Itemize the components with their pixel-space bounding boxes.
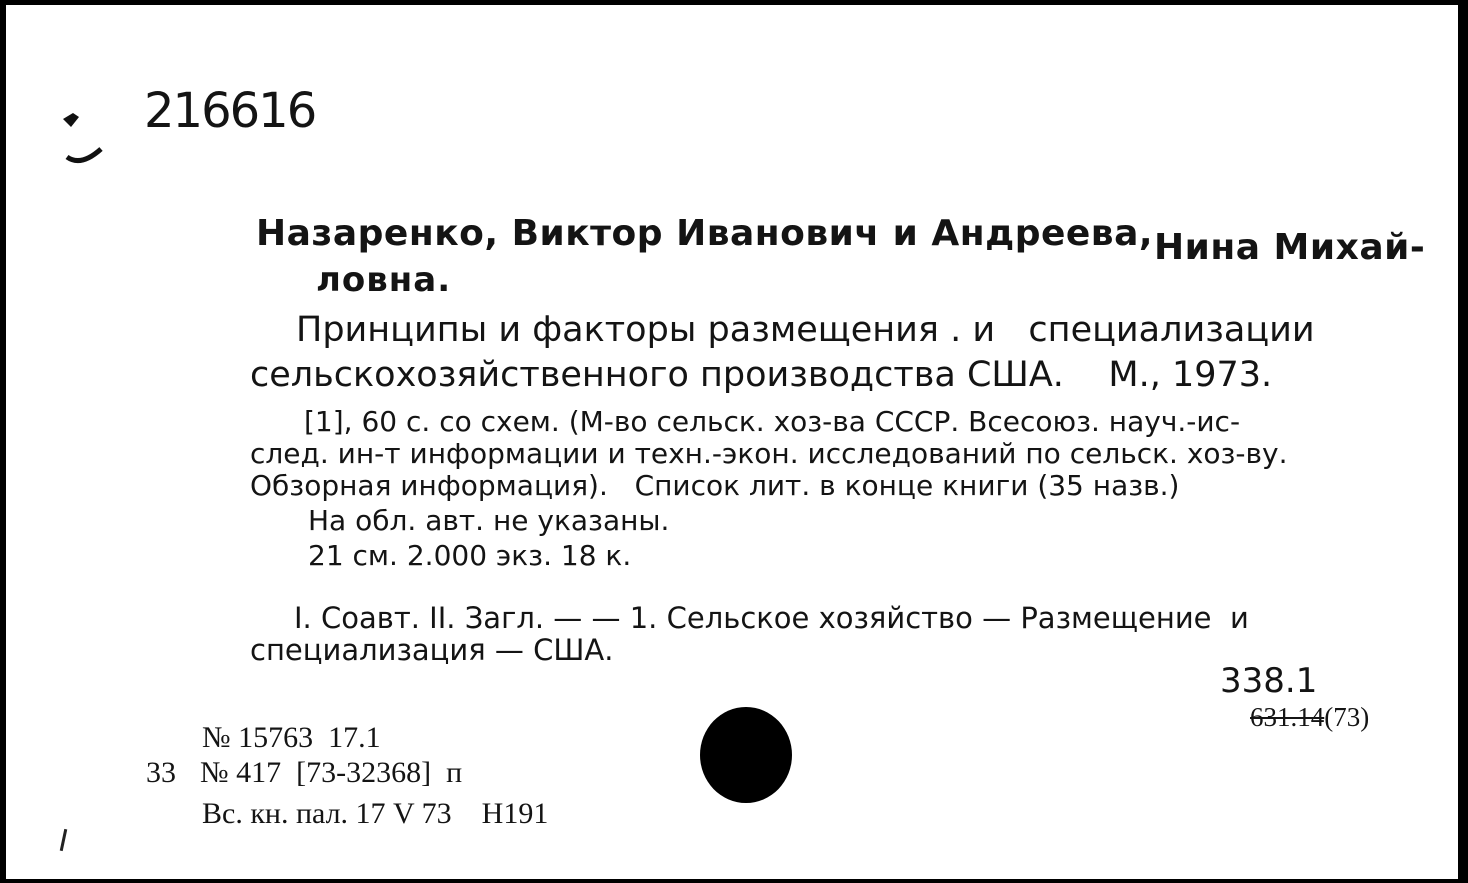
description-line-5: 21 см. 2.000 экз. 18 к.: [308, 539, 632, 572]
author-line-1-tail: Нина Михай-: [1154, 227, 1426, 268]
record-line-2-prefix: 33: [146, 756, 176, 789]
struck-classification: 631.14: [1250, 702, 1325, 732]
classification-number: [1250, 702, 1369, 733]
author-line-1: Назаренко, Виктор Иванович и Андреева,: [256, 213, 1154, 254]
punch-hole-icon: [700, 707, 792, 803]
handwritten-classification: 338.1: [1220, 661, 1318, 701]
description-line-4: На обл. авт. не указаны.: [308, 504, 670, 537]
title-line-2: сельскохозяйственного производства США. М., 1973.: [250, 355, 1273, 395]
description-line-3: Обзорная информация). Список лит. в конце книги (35 назв.): [250, 469, 1180, 502]
description-line-1: [1], 60 с. со схем. (М-во сельск. хоз-ва СССР. Всесоюз. науч.-ис-: [304, 405, 1241, 438]
tracings-line-1: I. Соавт. II. Загл. — — 1. Сельское хозяйство — Размещение и: [294, 601, 1249, 635]
record-line-3: Вс. кн. пал. 17 V 73 Н191: [202, 797, 549, 830]
author-line-2: ловна.: [316, 260, 452, 300]
handwritten-accession-number: 216616: [144, 83, 316, 139]
title-line-1: Принципы и факторы размещения . и специализации: [296, 310, 1315, 350]
description-line-2: след. ин-т информации и техн.-экон. исследований по сельск. хоз-ву.: [250, 437, 1288, 470]
record-line-1: № 15763 17.1: [202, 721, 381, 754]
classification-suffix: (73): [1324, 702, 1370, 732]
record-line-2: № 417 [73-32368] п: [200, 756, 463, 789]
pen-stroke-mark: [60, 829, 68, 851]
tracings-line-2: специализация — США.: [250, 633, 614, 667]
catalog-card: [6, 5, 1458, 879]
ink-mark-icon: [51, 97, 121, 177]
